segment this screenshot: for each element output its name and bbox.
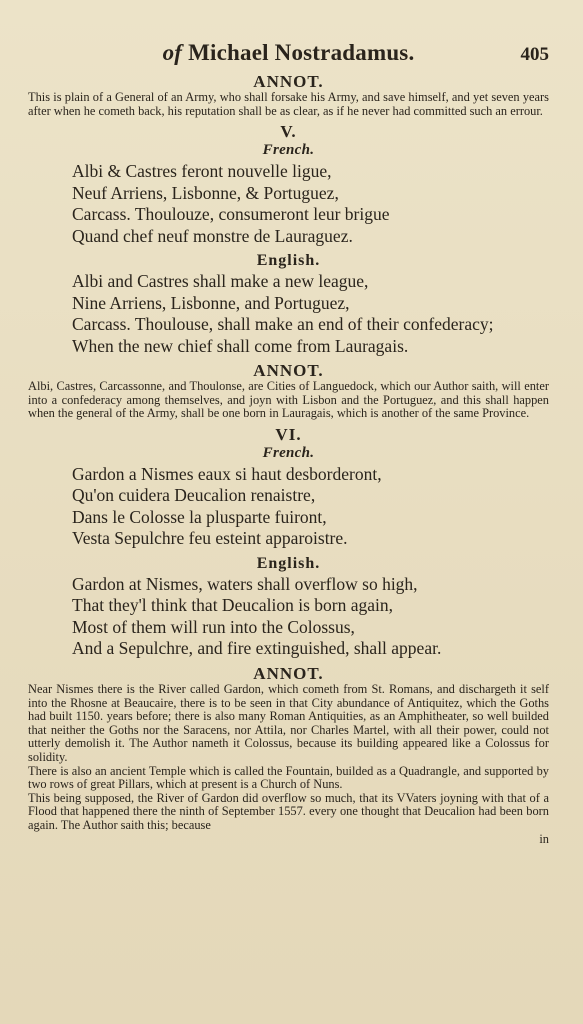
verse-line: Dans le Colosse la plusparte fuiront, bbox=[72, 506, 327, 527]
verse-line: Quand chef neuf monstre de Lauraguez. bbox=[72, 225, 353, 246]
verse-line: Gardon at Nismes, waters shall overflow so high, bbox=[72, 573, 418, 594]
annot-paragraph: Albi, Castres, Carcassonne, and Thoulonse, are Cities of Languedock, which our Author saith, will enter into a confederacy among themselves, and joyn with Lisbon and the Portuguez, and this shall happen when the general of the Army, shall be one born in Lauragais, which is another of the same Province. bbox=[28, 379, 549, 421]
english-verse bbox=[72, 574, 549, 660]
verse-line: When the new chief shall come from Lauragais. bbox=[72, 335, 409, 356]
verse-line: And a Sepulchre, and fire extinguished, shall appear. bbox=[72, 638, 442, 659]
quatrain-number: V. bbox=[280, 122, 297, 142]
annot-heading: ANNOT. bbox=[253, 72, 324, 91]
verse-line: Carcass. Thoulouse, shall make an end of their confederacy; bbox=[72, 314, 494, 335]
english-heading: English. bbox=[256, 554, 321, 572]
english-heading: English. bbox=[256, 252, 321, 270]
verse-line: Albi & Castres feront nouvelle ligue, bbox=[72, 161, 332, 182]
verse-line: Carcass. Thoulouze, consumeront leur brigue bbox=[72, 204, 390, 225]
verse-line: Qu'on cuidera Deucalion renaistre, bbox=[72, 485, 316, 506]
french-verse bbox=[72, 464, 549, 550]
page-header bbox=[28, 38, 549, 72]
annot-paragraph: There is also an ancient Temple which is called the Fountain, builded as a Quadrangle, and supported by two rows of great Pillars, which at present is a Church of Nuns. bbox=[28, 763, 549, 792]
running-head-prefix: of bbox=[162, 40, 183, 65]
verse-line: Vesta Sepulchre feu esteint apparoistre. bbox=[72, 528, 348, 549]
french-heading: French. bbox=[262, 142, 315, 159]
verse-line: Gardon a Nismes eaux si haut desborderont, bbox=[72, 463, 382, 484]
verse-line: Nine Arriens, Lisbonne, and Portuguez, bbox=[72, 292, 350, 313]
page-number: 405 bbox=[520, 44, 549, 65]
catchword: in bbox=[539, 831, 549, 846]
annot-paragraph: This being supposed, the River of Gardon did overflow so much, that its VVaters joyning with that of a Flood that happened there the ninth of September 1557. every one thought that Deucalion had been born again. The Author saith this; because bbox=[28, 790, 549, 832]
verse-line: That they'l think that Deucalion is born again, bbox=[72, 595, 393, 616]
french-verse bbox=[72, 161, 549, 247]
french-heading: French. bbox=[262, 444, 315, 461]
annot-paragraph: Near Nismes there is the River called Gardon, which cometh from St. Romans, and dischargeth it self into the Rhosne at Beaucaire, there is to be seen in that City abundance of Antiquitez, which the Goths had built 1150. years before; there is also many Roman Antiquities, as an Amphitheater, so well builded that neither the Goths nor the Saracens, nor Attila, nor Charles Martel, with all their power, could not utterly demolish it. The Author nameth it Colossus, because its building appeared like a Colossus for solidity. bbox=[28, 681, 549, 764]
verse-line: Albi and Castres shall make a new league, bbox=[72, 271, 369, 292]
verse-line: Most of them will run into the Colossus, bbox=[72, 616, 355, 637]
verse-line: Neuf Arriens, Lisbonne, & Portuguez, bbox=[72, 182, 339, 203]
running-head bbox=[28, 40, 549, 66]
running-head-title: Michael Nostradamus. bbox=[188, 40, 415, 65]
annot-heading: ANNOT. bbox=[253, 663, 324, 683]
english-verse bbox=[72, 271, 549, 357]
annot-heading: ANNOT. bbox=[253, 361, 324, 381]
annot-paragraph: This is plain of a General of an Army, who shall forsake his Army, and save himself, and yet seven years after when he cometh back, his reputation shall be as clear, as if he never had committed such an errour. bbox=[28, 90, 549, 118]
quatrain-number: VI. bbox=[275, 424, 302, 444]
